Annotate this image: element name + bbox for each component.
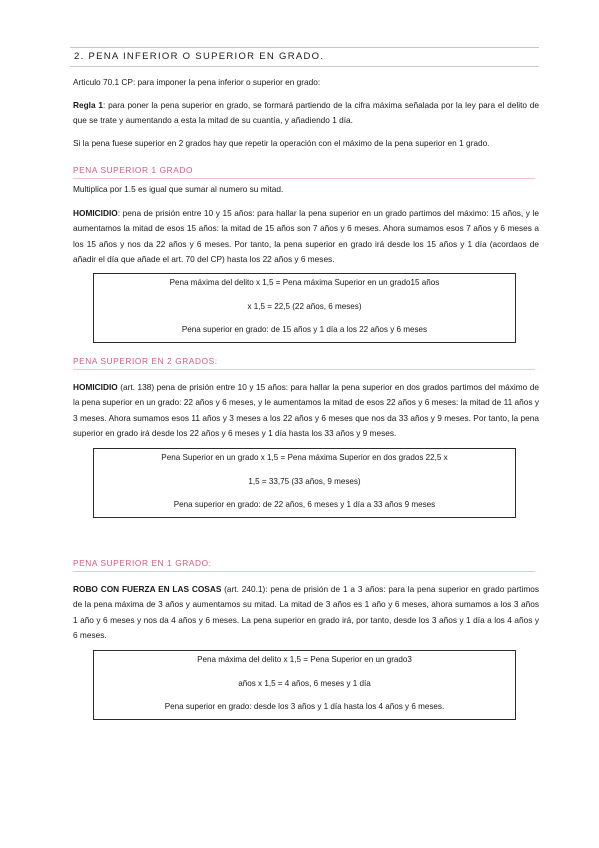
formula-box-3	[93, 650, 516, 720]
formula-box-1-line-3: Pena superior en grado: de 15 años y 1 día a los 22 años y 6 meses	[181, 325, 428, 334]
subheading-superior-1-grado	[73, 165, 193, 175]
subheading-divider	[73, 571, 535, 572]
robo-label: ROBO CON FUERZA EN LAS COSAS	[73, 584, 222, 594]
formula-box-3-line-2: años x 1,5 = 4 años, 6 meses y 1 día	[238, 679, 371, 688]
si-la-pena-text: Si la pena fuese superior en 2 grados hay que repetir la operación con el máximo de la pena superior en 1 grado.	[73, 138, 490, 148]
si-la-pena-paragraph	[73, 136, 539, 151]
subheading-superior-1-grado-b	[73, 558, 212, 568]
formula-box-3-line-3: Pena superior en grado: desde los 3 años y 1 día hasta los 4 años y 6 meses.	[164, 702, 445, 711]
subheading-text: PENA SUPERIOR EN 1 GRADO:	[73, 558, 212, 568]
regla1-text: : para poner la pena superior en grado, se formará partiendo de la cifra máxima señalada por la ley para el delito de que se trate y aumentando a esta la mitad de su cuantía, y añadiendo 1 día.	[73, 100, 539, 126]
subheading-text: PENA SUPERIOR EN 2 GRADOS:	[73, 356, 218, 366]
formula-box-2-line-1: Pena Superior en un grado x 1,5 = Pena máxima Superior en dos grados 22,5 x	[161, 453, 448, 462]
homicidio2-label: HOMICIDIO	[73, 382, 118, 392]
multiplica-text: Multiplica por 1.5 es igual que sumar al numero su mitad.	[73, 184, 284, 194]
formula-box-2-line-3: Pena superior en grado: de 22 años, 6 meses y 1 día a 33 años 9 meses	[173, 500, 436, 509]
regla1-label: Regla 1	[73, 100, 103, 110]
formula-box-1-line-1: Pena máxima del delito x 1,5 = Pena máxima Superior en un grado15 años	[169, 278, 440, 287]
formula-box-1	[93, 273, 516, 343]
homicidio2-text: (art. 138) pena de prisión entre 10 y 15 años: para hallar la pena superior en dos grados partimos del máximo de la pena superior en un grado: 22 años y 6 meses, y le aumentamos la mitad de esos 22 años y 6 meses: la mitad de 11 años y 3 meses. Ahora sumamos esos 11 años y 3 meses a los 22 años y 6 meses que nos da 33 años y 9 meses. Por tanto, la pena superior en grado irá desde los 22 años y 6 meses y 1 día hasta los 33 años y 9 meses.	[73, 382, 539, 438]
homicidio1-paragraph	[73, 206, 539, 267]
subheading-text: PENA SUPERIOR 1 GRADO	[73, 165, 194, 175]
subheading-superior-2-grados	[73, 356, 218, 366]
section-heading	[70, 47, 539, 67]
formula-box-2	[93, 448, 516, 518]
articulo-text: Articulo 70.1 CP: para imponer la pena inferior o superior en grado:	[73, 77, 321, 87]
formula-box-3-line-1: Pena máxima del delito x 1,5 = Pena Superior en un grado3	[197, 655, 412, 664]
regla1-paragraph	[73, 98, 539, 129]
articulo-paragraph	[73, 75, 539, 90]
subheading-divider	[73, 369, 535, 370]
homicidio1-text: : pena de prisión entre 10 y 15 años: para hallar la pena superior en un grado partimos del máximo: 15 años, y le aumentamos la mitad de esos 15 años: la mitad de 15 años son 7 años y 6 meses. Ahora sumamos esos 7 años y 6 meses a los 15 años y nos da 22 años y 6 meses. Por tanto, la pena superior en grado irá desde los 15 años y 1 día (acordaos de añadir el día que añade el art. 70 del CP) hasta los 22 años y 6 meses.	[73, 208, 539, 264]
subheading-divider	[73, 178, 535, 179]
homicidio2-paragraph	[73, 380, 539, 441]
formula-box-1-line-2: x 1,5 = 22,5 (22 años, 6 meses)	[247, 302, 362, 311]
multiplica-paragraph	[73, 182, 539, 197]
robo-text: (art. 240.1): pena de prisión de 1 a 3 años: para la pena superior en grado partimos de la pena máxima de 3 años y aumentamos su mitad. La mitad de 3 años es 1 año y 6 meses, ahora sumamos a los 3 años 1 año y 6 meses y nos da 4 años y 6 meses. La pena superior en grado irá, por tanto, desde los 3 años y 1 día a los 4 años y 6 meses.	[73, 584, 539, 640]
robo-paragraph	[73, 582, 539, 643]
homicidio1-label: HOMICIDIO	[73, 208, 118, 218]
section-heading-text: 2. PENA INFERIOR O SUPERIOR EN GRADO.	[74, 51, 325, 62]
formula-box-2-line-2: 1,5 = 33,75 (33 años, 9 meses)	[248, 477, 361, 486]
